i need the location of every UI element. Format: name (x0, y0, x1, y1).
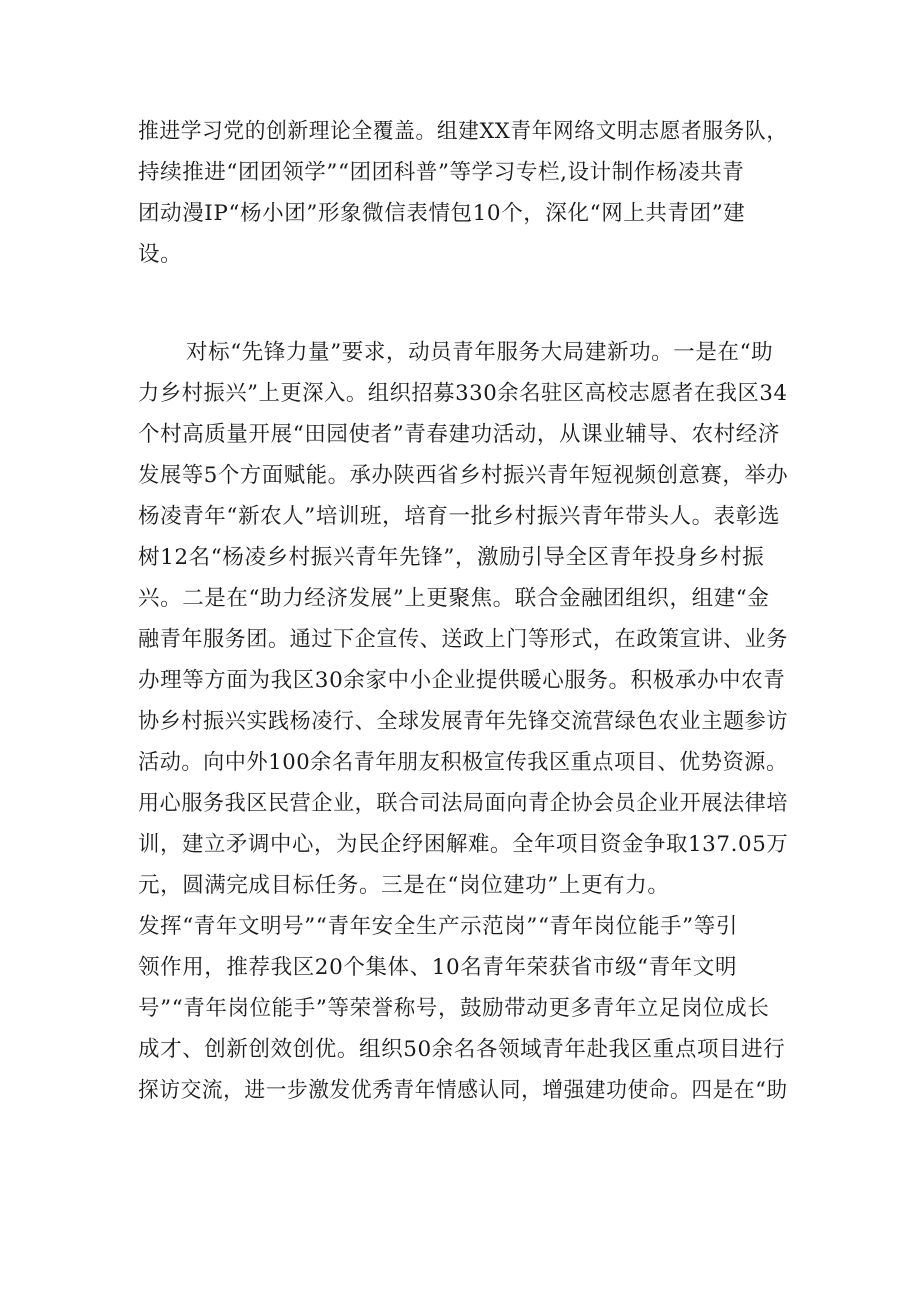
text-line: 力乡村振兴”上更深入。组织招募330余名驻区高校志愿者在我区34 (138, 381, 788, 406)
text-line: 活动。向中外100余名青年朋友积极宣传我区重点项目、优势资源。 (138, 750, 788, 775)
text-line: 杨凌青年“新农人”培训班，培育一批乡村振兴青年带头人。表彰选 (138, 504, 780, 529)
text-line: 对标“先锋力量”要求，动员青年服务大局建新功。一是在“助 (186, 340, 774, 365)
text-line: 推进学习党的创新理论全覆盖。组建XX青年网络文明志愿者服务队， (138, 119, 788, 144)
text-line: 号”“青年岗位能手”等荣誉称号，鼓励带动更多青年立足岗位成长 (138, 996, 770, 1021)
text-line: 训，建立矛调中心，为民企纾困解难。全年项目资金争取137.05万 (138, 832, 789, 857)
text-line: 兴。二是在“助力经济发展”上更聚焦。联合金融团组织，组建“金 (138, 586, 770, 611)
text-line: 领作用，推荐我区20个集体、10名青年荣获省市级“青年文明 (138, 955, 738, 980)
text-line: 协乡村振兴实践杨凌行、全球发展青年先锋交流营绿色农业主题参访 (138, 709, 789, 734)
text-line: 用心服务我区民营企业，联合司法局面向青企协会员企业开展法律培 (138, 791, 789, 816)
text-line: 树12名“杨凌乡村振兴青年先锋”，激励引导全区青年投身乡村振 (138, 545, 765, 570)
text-line: 个村高质量开展“田园使者”青春建功活动，从课业辅导、农村经济 (138, 422, 780, 447)
text-line: 发挥“青年文明号”“青年安全生产示范岗”“青年岗位能手”等引 (138, 914, 738, 939)
text-line: 成才、创新创效创优。组织50余名各领域青年赴我区重点项目进行 (138, 1037, 786, 1062)
text-line: 探访交流，进一步激发优秀青年情感认同，增强建功使命。四是在“助 (138, 1078, 788, 1103)
text-line: 发展等5个方面赋能。承办陕西省乡村振兴青年短视频创意赛，举办 (138, 463, 789, 488)
text-line: 融青年服务团。通过下企宣传、送政上门等形式，在政策宣讲、业务 (138, 627, 789, 652)
text-line: 设。 (138, 242, 183, 267)
text-line: 办理等方面为我区30余家中小企业提供暖心服务。积极承办中农青 (138, 668, 786, 693)
text-line: 元，圆满完成目标任务。三是在“岗位建功”上更有力。 (138, 873, 670, 898)
text-line: 持续推进“团团领学”“团团科普”等学习专栏,设计制作杨凌共青 (138, 160, 745, 185)
text-line: 团动漫IP“杨小团”形象微信表情包10个，深化“网上共青团”建 (138, 201, 746, 226)
